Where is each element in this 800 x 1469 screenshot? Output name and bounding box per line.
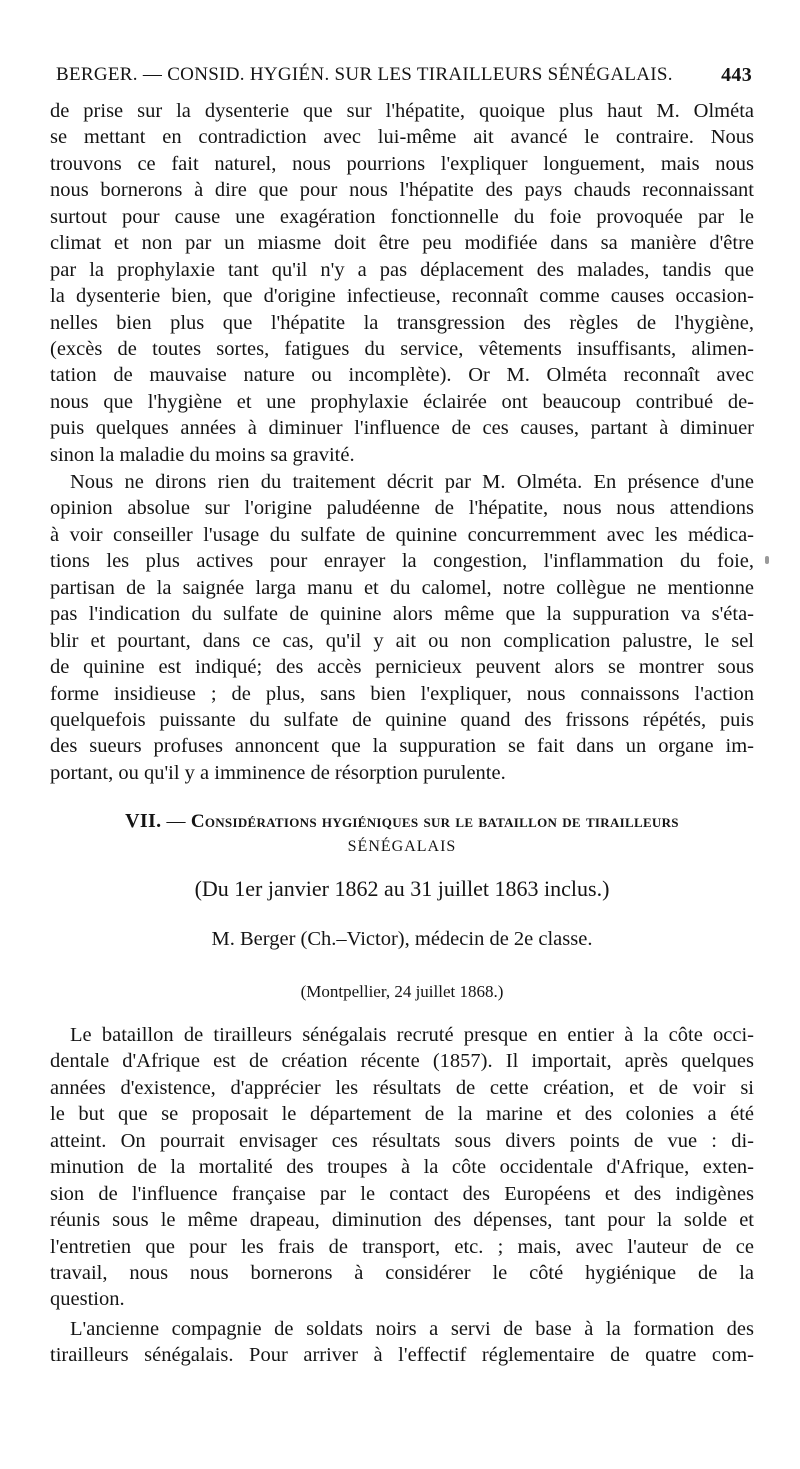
running-title: BERGER. — CONSID. HYGIÉN. SUR LES TIRAILLEURS SÉNÉGALAIS. (56, 64, 673, 85)
paragraph-battalion (50, 1022, 754, 1313)
section-heading (50, 810, 754, 833)
text-line: la dysenterie bien, que d'origine infectieuse, reconnaît comme causes occasion- (50, 285, 754, 308)
text-line: quelquefois puissante du sulfate de quinine quand des frissons répétés, puis (50, 708, 754, 731)
section-author: M. Berger (Ch.–Victor), médecin de 2e classe. (211, 928, 593, 950)
text-line: climat et non par un miasme doit être peu modifiée dans sa manière d'être (50, 232, 754, 255)
paragraph-treatment (50, 469, 754, 786)
text-line: L'ancienne compagnie de soldats noirs a servi de base à la formation des (70, 1318, 754, 1340)
page-header (56, 64, 752, 94)
text-line: blir et pourtant, dans ce cas, qu'il y ait ou non complication palustre, le sel (50, 629, 754, 652)
section-location: (Montpellier, 24 juillet 1868.) (300, 982, 504, 1001)
text-line: question. (50, 1288, 125, 1311)
text-line: l'entretien que pour les frais de transport, etc. ; mais, avec l'auteur de ce (50, 1235, 754, 1258)
text-line: sinon la maladie du moins sa gravité. (50, 443, 355, 466)
text-line: nous bornerons à dire que pour nous l'hépatite des pays chauds reconnaissant (50, 179, 754, 202)
text-line: nelles bien plus que l'hépatite la transgression des règles de l'hygiène, (50, 311, 754, 334)
section-dates: (Du 1er janvier 1862 au 31 juillet 1863 inclus.) (194, 876, 610, 901)
section-subtitle: SÉNÉGALAIS (347, 838, 457, 855)
section-number: VII. (125, 810, 162, 832)
text-line: opinion absolue sur l'origine paludéenne de l'hépatite, nous nous attendions (50, 497, 754, 520)
text-line: de quinine est indiqué; des accès pernicieux peuvent alors se montrer sous (50, 656, 754, 679)
text-line: années d'existence, d'apprécier les résultats de cette création, et de voir si (50, 1076, 754, 1099)
text-line: Nous ne dirons rien du traitement décrit par M. Olméta. En présence d'une (70, 471, 754, 493)
text-line: travail, nous nous bornerons à considérer le côté hygiénique de la (50, 1261, 754, 1284)
text-line: tirailleurs sénégalais. Pour arriver à l'effectif réglementaire de quatre com- (50, 1344, 754, 1367)
text-line: pas l'indication du sulfate de quinine alors même que la suppuration va s'éta- (50, 603, 754, 626)
text-line: le but que se proposait le département de la marine et des colonies a été (50, 1103, 754, 1126)
paragraph-company (50, 1316, 754, 1369)
text-line: tions les plus actives pour enrayer la congestion, l'inflammation du foie, (50, 550, 754, 573)
text-line: atteint. On pourrait envisager ces résultats sous divers points de vue : di- (50, 1129, 754, 1152)
page-number: 443 (721, 64, 752, 86)
text-line: se mettant en contradiction avec lui-même ait avancé le contraire. Nous (50, 126, 754, 149)
text-line: par la prophylaxie tant qu'il n'y a pas déplacement des malades, tandis que (50, 258, 754, 281)
text-line: minution de la mortalité des troupes à la côte occidentale d'Afrique, exten- (50, 1156, 754, 1179)
text-line: portant, ou qu'il y a imminence de résorption purulente. (50, 761, 506, 784)
text-line: nous que l'hygiène et une prophylaxie éclairée ont beaucoup contribué de- (50, 390, 754, 413)
section-dash: — (166, 811, 186, 832)
text-line: puis quelques années à diminuer l'influence de ces causes, partant à diminuer (50, 417, 754, 440)
paragraph-hygiene-prophylaxis (50, 98, 754, 468)
text-line: trouvons ce fait naturel, nous pourrions l'expliquer longuement, mais nous (50, 152, 754, 175)
text-line: réunis sous le même drapeau, diminution des dépenses, tant pour la solde et (50, 1209, 754, 1232)
text-line: à voir conseiller l'usage du sulfate de quinine concurremment avec les médica- (50, 523, 754, 546)
text-line: surtout pour cause une exagération fonctionnelle du foie provoquée par le (50, 205, 754, 228)
text-line: (excès de toutes sortes, fatigues du service, vêtements insuffisants, alimen- (50, 337, 754, 360)
text-line: Le bataillon de tirailleurs sénégalais recruté presque en entier à la côte occi- (70, 1024, 754, 1046)
text-line: forme insidieuse ; de plus, sans bien l'expliquer, nous connaissons l'action (50, 682, 754, 705)
section-title: Considérations hygiéniques sur le bataillon de tirailleurs (190, 811, 679, 832)
text-line: de prise sur la dysenterie que sur l'hépatite, quoique plus haut M. Olméta (50, 100, 754, 122)
text-line: sion de l'influence française par le contact des Européens et des indigènes (50, 1182, 754, 1205)
text-line: partisan de la saignée larga manu et du calomel, notre collègue ne mentionne (50, 576, 754, 599)
text-line: tation de mauvaise nature ou incomplète). Or M. Olméta reconnaît avec (50, 364, 754, 387)
text-line: dentale d'Afrique est de création récente (1857). Il importait, après quelques (50, 1050, 754, 1073)
margin-mark (765, 556, 769, 564)
text-line: des sueurs profuses annoncent que la suppuration se fait dans un organe im- (50, 735, 754, 758)
